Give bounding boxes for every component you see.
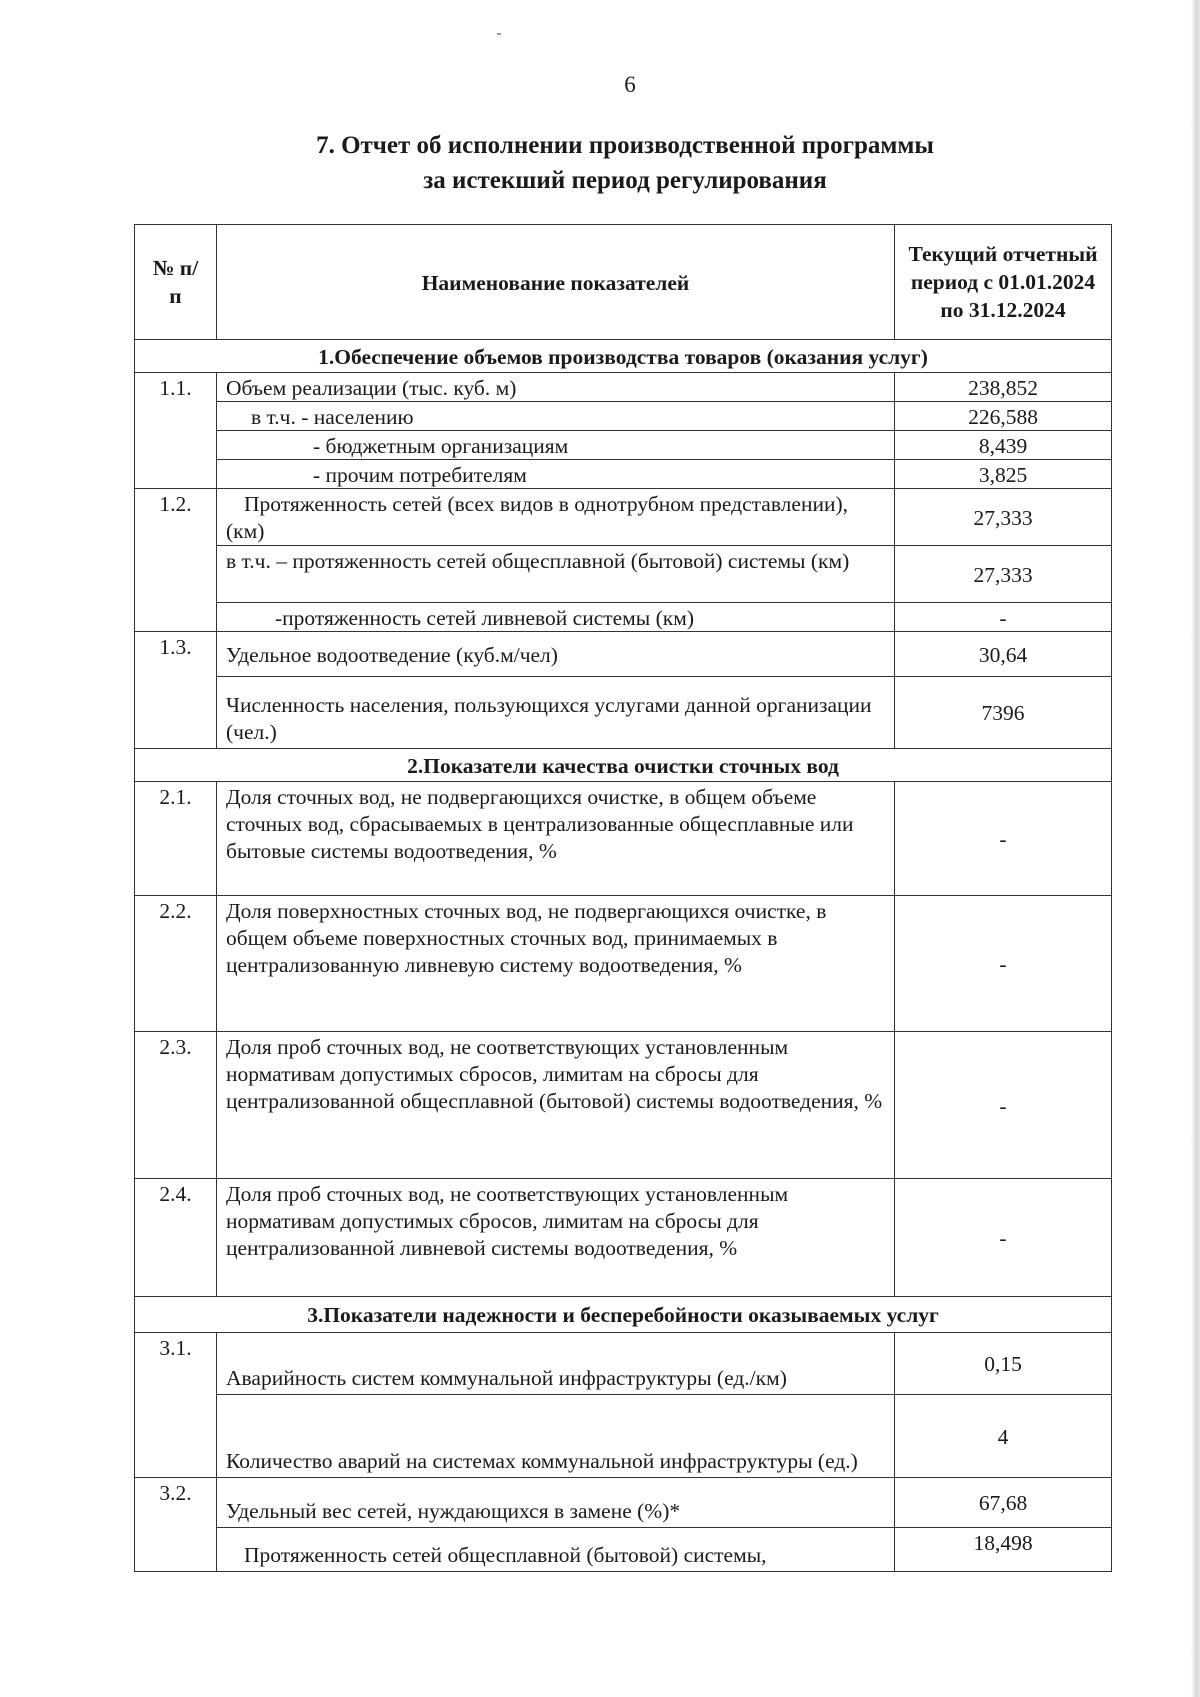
- row-number: 1.2.: [135, 489, 217, 632]
- indicator-name: Численность населения, пользующихся услугами данной организации (чел.): [217, 677, 895, 749]
- page-title: [0, 128, 1200, 198]
- table-row: [135, 373, 1112, 402]
- row-number: 3.1.: [135, 1333, 217, 1478]
- indicator-name: Доля поверхностных сточных вод, не подвергающихся очистке, в общем объеме поверхностных сточных вод, принимаемых в централизованную ливневую систему водоотведения, %: [217, 896, 895, 1032]
- indicator-value: -: [895, 1032, 1112, 1179]
- indicator-value: 3,825: [895, 460, 1112, 489]
- indicator-value: -: [895, 782, 1112, 896]
- title-line-2: за истекший период регулирования: [423, 167, 827, 194]
- indicator-value: 18,498: [895, 1528, 1112, 1572]
- page-number: 6: [624, 72, 636, 97]
- indicator-value: 0,15: [895, 1333, 1112, 1395]
- section-1-title: 1.Обеспечение объемов производства товаров (оказания услуг): [135, 340, 1112, 373]
- indicator-name: -протяженность сетей ливневой системы (км): [217, 603, 895, 632]
- indicator-name: - бюджетным организациям: [217, 431, 895, 460]
- indicator-value: 67,68: [895, 1478, 1112, 1528]
- indicator-name-text: Протяженность сетей (всех видов в однотрубном представлении), (км): [226, 492, 849, 543]
- scan-speck: [497, 33, 501, 35]
- table-row: [135, 489, 1112, 546]
- indicator-name: Количество аварий на системах коммунальной инфраструктуры (ед.): [217, 1395, 895, 1478]
- indicator-name: Аварийность систем коммунальной инфраструктуры (ед./км): [217, 1333, 895, 1395]
- indicator-name: Удельное водоотведение (куб.м/чел): [217, 632, 895, 677]
- table-row: [135, 603, 1112, 632]
- indicator-name: Доля сточных вод, не подвергающихся очистке, в общем объеме сточных вод, сбрасываемых в централизованные общесплавные или бытовые системы водоотведения, %: [217, 782, 895, 896]
- indicator-name: Объем реализации (тыс. куб. м): [217, 373, 895, 402]
- section-3-title: 3.Показатели надежности и бесперебойности оказываемых услуг: [135, 1297, 1112, 1333]
- indicator-value: 27,333: [895, 546, 1112, 603]
- indicator-name: [217, 489, 895, 546]
- table-row: [135, 677, 1112, 749]
- row-number: 2.1.: [135, 782, 217, 896]
- indicator-value: 8,439: [895, 431, 1112, 460]
- row-number: 2.4.: [135, 1179, 217, 1297]
- indicator-value: 226,588: [895, 402, 1112, 431]
- row-number: 2.2.: [135, 896, 217, 1032]
- table-row: [135, 1179, 1112, 1297]
- indicator-value: 27,333: [895, 489, 1112, 546]
- indicator-value: -: [895, 603, 1112, 632]
- table-row: [135, 1528, 1112, 1572]
- table-row: [135, 782, 1112, 896]
- table-row: [135, 431, 1112, 460]
- indicator-name: в т.ч. – протяженность сетей общесплавной (бытовой) системы (км): [217, 546, 895, 603]
- report-table: [134, 224, 1112, 1572]
- section-2-title: 2.Показатели качества очистки сточных вод: [135, 749, 1112, 782]
- indicator-value: 238,852: [895, 373, 1112, 402]
- indicator-value: -: [895, 1179, 1112, 1297]
- table-row: [135, 460, 1112, 489]
- indicator-value: 7396: [895, 677, 1112, 749]
- table-row: [135, 402, 1112, 431]
- indicator-value: -: [895, 896, 1112, 1032]
- scan-edge-shadow: [1191, 0, 1200, 1697]
- table-row: [135, 896, 1112, 1032]
- indicator-value: 30,64: [895, 632, 1112, 677]
- table-row: [135, 632, 1112, 677]
- indicator-name: Доля проб сточных вод, не соответствующих установленным нормативам допустимых сбросов, лимитам на сбросы для централизованной ливневой системы водоотведения, %: [217, 1179, 895, 1297]
- table-header-row: [135, 225, 1112, 340]
- row-number: 1.3.: [135, 632, 217, 749]
- header-num: № п/п: [135, 225, 217, 340]
- section-row: [135, 1297, 1112, 1333]
- indicator-value: 4: [895, 1395, 1112, 1478]
- title-line-1: 7. Отчет об исполнении производственной программы: [316, 132, 934, 159]
- indicator-name-text: Протяженность сетей общесплавной (бытовой) системы,: [244, 1543, 767, 1567]
- table-row: [135, 1333, 1112, 1395]
- row-number: 2.3.: [135, 1032, 217, 1179]
- table-row: [135, 1395, 1112, 1478]
- row-number: 3.2.: [135, 1478, 217, 1572]
- section-row: [135, 340, 1112, 373]
- table-row: [135, 1032, 1112, 1179]
- header-period: Текущий отчетный период с 01.01.2024 по 31.12.2024: [895, 225, 1112, 340]
- indicator-name: Удельный вес сетей, нуждающихся в замене (%)*: [217, 1478, 895, 1528]
- indicator-name: [217, 1528, 895, 1572]
- row-number: 1.1.: [135, 373, 217, 489]
- table-row: [135, 1478, 1112, 1528]
- indicator-name: - прочим потребителям: [217, 460, 895, 489]
- table-row: [135, 546, 1112, 603]
- indicator-name: в т.ч. - населению: [217, 402, 895, 431]
- section-row: [135, 749, 1112, 782]
- indicator-name: Доля проб сточных вод, не соответствующих установленным нормативам допустимых сбросов, лимитам на сбросы для централизованной общесплавной (бытовой) системы водоотведения, %: [217, 1032, 895, 1179]
- header-name: Наименование показателей: [217, 225, 895, 340]
